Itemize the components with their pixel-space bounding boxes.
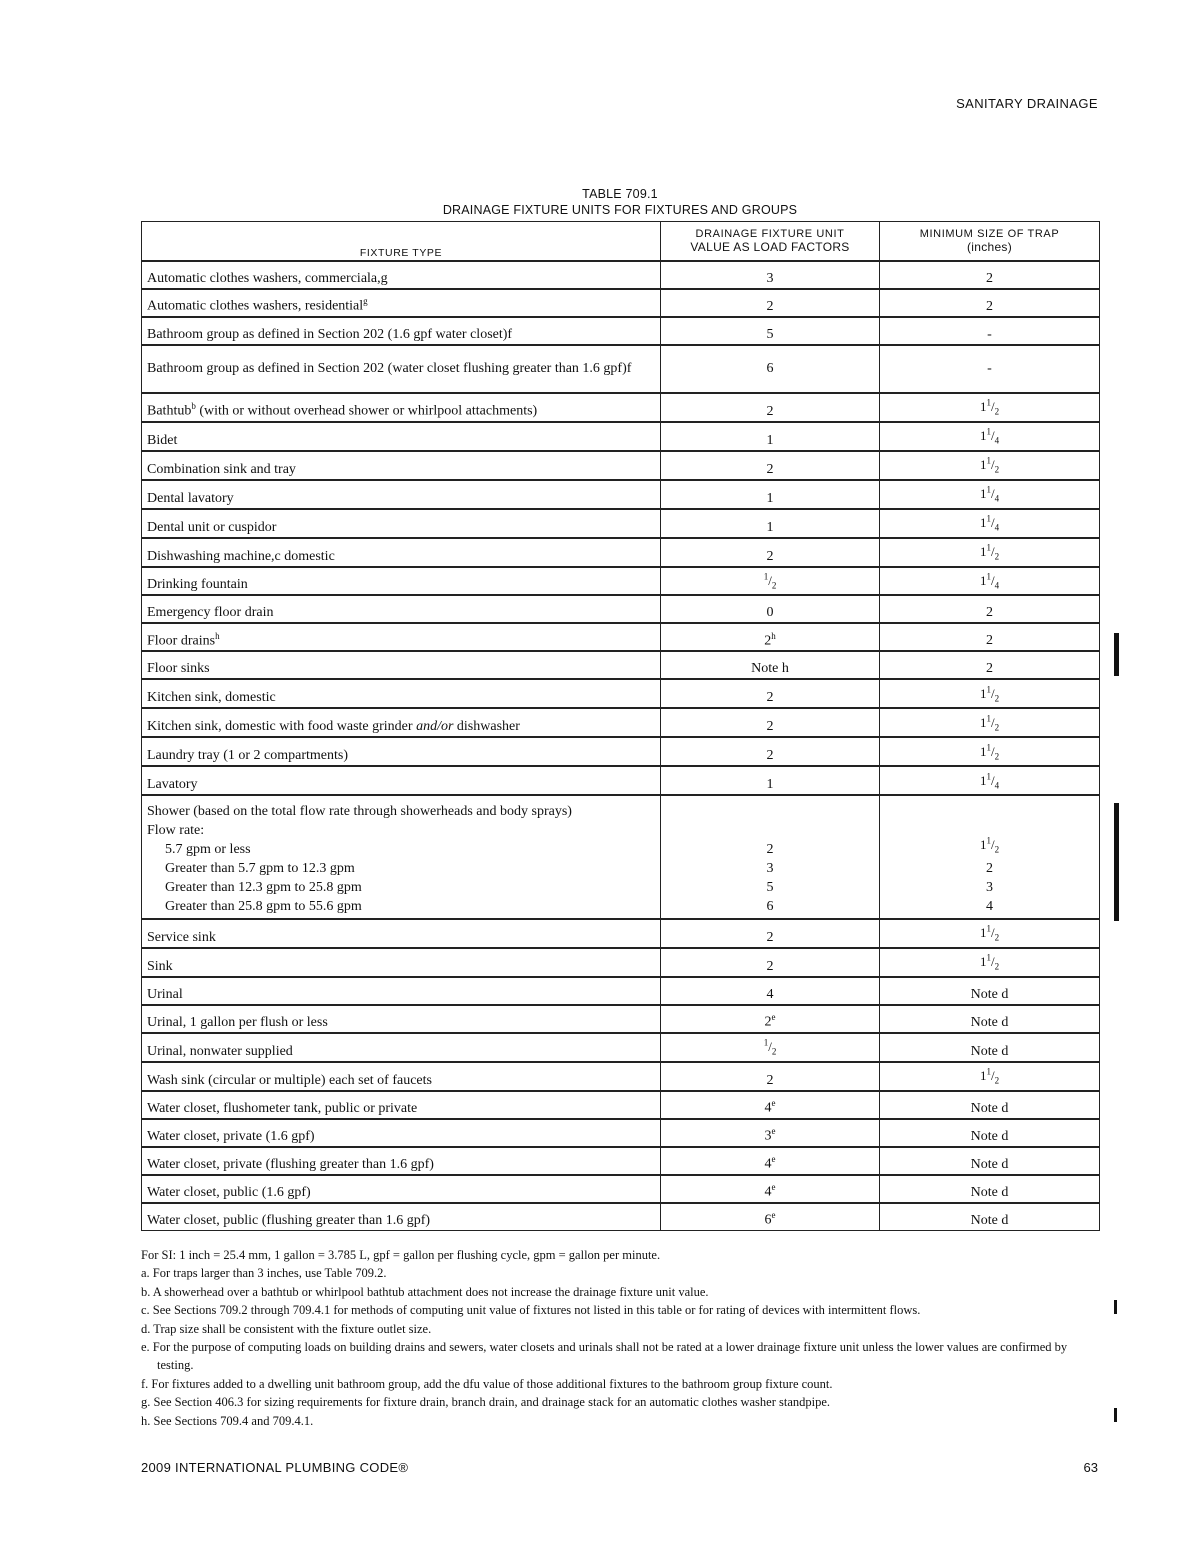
trap-size-cell (880, 737, 1100, 766)
trap-size-cell (880, 651, 1100, 679)
dfu-value-cell (661, 1005, 880, 1033)
fixture-name: Wash sink (circular or multiple) each set of faucets (147, 1072, 432, 1088)
dfu-value: 3 (766, 271, 774, 286)
dfu-value: 1 (766, 777, 774, 793)
table-row (142, 422, 1100, 451)
dfu-value-cell (661, 289, 880, 317)
fixture-name: Floor sinks (147, 661, 210, 677)
revision-bar (1114, 803, 1119, 921)
trap-size-cell (880, 795, 1100, 919)
trap-size-value: 2 (986, 605, 993, 621)
footer-publication: 2009 INTERNATIONAL PLUMBING CODE® (141, 1460, 409, 1475)
fixture-type-cell (142, 623, 661, 651)
footnote-si: For SI: 1 inch = 25.4 mm, 1 gallon = 3.785 L, gpf = gallon per flushing cycle, gpm = gallon per minute. (141, 1248, 661, 1262)
dfu-value-cell (661, 977, 880, 1005)
trap-size-cell (880, 1203, 1100, 1231)
dfu-value-cell (661, 623, 880, 651)
fixture-type-cell (142, 451, 661, 480)
dfu-value: 2 (766, 1072, 774, 1088)
footnote-ref: e (771, 1154, 776, 1165)
table-row (142, 708, 1100, 737)
dfu-value-cell (661, 1062, 880, 1091)
table-row (142, 737, 1100, 766)
trap-size-value: $1^1/_4$ (979, 771, 1000, 791)
dfu-value-cell (661, 919, 880, 948)
table-row (142, 1175, 1100, 1203)
trap-size-cell (880, 1005, 1100, 1033)
page-number: 63 (1083, 1460, 1098, 1475)
dfu-value-cell (661, 345, 880, 393)
fixture-type-cell (142, 766, 661, 795)
trap-size-cell (880, 261, 1100, 289)
trap-size-value: $1^1/_2$ (979, 713, 1000, 733)
fixture-name: Emergency floor drain (147, 605, 274, 621)
flow-rate-dfu (666, 859, 874, 878)
table-row (142, 1091, 1100, 1119)
running-header: SANITARY DRAINAGE (956, 96, 1098, 111)
footnote-ref: e (771, 1126, 776, 1137)
shower-label: Shower (based on the total flow rate through showerheads and body sprays) (147, 804, 572, 820)
fixture-name: Drinking fountain (147, 577, 248, 593)
table-number: TABLE 709.1 (582, 187, 658, 201)
table-row (142, 679, 1100, 708)
fixture-name-rest: dishwasher (453, 719, 520, 735)
dfu-value-cell (661, 795, 880, 919)
trap-size-value: $1^1/_4$ (979, 426, 1000, 446)
dfu-value-cell (661, 1147, 880, 1175)
trap-size-value: Note d (970, 986, 1009, 1002)
table-row (142, 261, 1100, 289)
footnote-list (141, 1264, 1101, 1430)
fixture-name: Bathroom group as defined in Section 202 (1.6 gpf water closet)f (147, 327, 513, 342)
trap-size-value: $1^1/_4$ (979, 513, 1000, 533)
table-row (142, 651, 1100, 679)
trap-size-value: 3 (986, 880, 993, 896)
dfu-value: 4 (764, 1156, 772, 1172)
table-row (142, 289, 1100, 317)
dfu-value-cell (661, 1091, 880, 1119)
dfu-value-cell (661, 948, 880, 977)
flow-rate-trap (885, 831, 1094, 859)
trap-size-value: Note d (970, 1128, 1009, 1144)
dfu-value: 2 (766, 748, 774, 764)
trap-size-cell (880, 567, 1100, 596)
flow-rate-label: Flow rate: (147, 823, 205, 839)
fixture-type-cell (142, 1091, 661, 1119)
dfu-value: 3 (766, 861, 774, 877)
fixture-type-cell (142, 977, 661, 1005)
table-title: DRAINAGE FIXTURE UNITS FOR FIXTURES AND GROUPS (442, 203, 798, 217)
footnote-item: d. Trap size shall be consistent with the fixture outlet size. (141, 1321, 432, 1336)
trap-size-cell (880, 345, 1100, 393)
dfu-value-cell (661, 1175, 880, 1203)
trap-size-value: 4 (986, 899, 993, 915)
footnote-ref: e (771, 1182, 776, 1193)
dfu-value-cell (661, 737, 880, 766)
fixture-name: Bidet (147, 432, 178, 448)
fixture-name: Lavatory (147, 777, 198, 793)
table-row (142, 595, 1100, 623)
dfu-value-cell (661, 1033, 880, 1062)
dfu-value: $^1/_2$ (763, 571, 777, 591)
fixture-type-cell (142, 317, 661, 345)
fixture-type-cell (142, 1005, 661, 1033)
table-row (142, 977, 1100, 1005)
trap-size-cell (880, 509, 1100, 538)
dfu-value-cell (661, 567, 880, 596)
table-row-shower (142, 795, 1100, 919)
table-row (142, 567, 1100, 596)
table-row (142, 538, 1100, 567)
trap-size-cell (880, 623, 1100, 651)
dfu-value-cell (661, 451, 880, 480)
flow-rate-dfu (666, 840, 874, 859)
trap-size-cell (880, 766, 1100, 795)
table-row (142, 623, 1100, 651)
fixture-type-cell (142, 679, 661, 708)
trap-size-cell (880, 451, 1100, 480)
dfu-value-cell (661, 261, 880, 289)
drainage-fixture-units-table (141, 221, 1100, 1231)
dfu-value: $^1/_2$ (763, 1037, 777, 1057)
table-footnotes (141, 1246, 1101, 1430)
dfu-value: 1 (766, 490, 774, 506)
table-row (142, 1147, 1100, 1175)
trap-size-value: Note d (970, 1100, 1009, 1116)
table-row (142, 393, 1100, 422)
table-header-row (142, 222, 1100, 262)
fixture-name: Laundry tray (1 or 2 compartments) (147, 748, 348, 764)
dfu-value: 2 (764, 633, 772, 649)
fixture-type-cell (142, 393, 661, 422)
table-row (142, 345, 1100, 393)
dfu-value: Note h (751, 661, 789, 677)
dfu-value-cell (661, 393, 880, 422)
footnote-item: g. See Section 406.3 for sizing requirements for fixture drain, branch drain, and drainage stack for an automatic clothes washer standpipe. (141, 1395, 831, 1410)
trap-size-value: - (987, 361, 992, 376)
fixture-name: Service sink (147, 930, 216, 946)
trap-size-value: 2 (986, 633, 993, 649)
fixture-type-cell (142, 1062, 661, 1091)
dfu-value: 4 (766, 986, 774, 1002)
dfu-value: 2 (766, 690, 774, 706)
dfu-value: 1 (766, 432, 774, 448)
fixture-name: Urinal, nonwater supplied (147, 1043, 293, 1059)
fixture-type-cell (142, 1147, 661, 1175)
dfu-value-cell (661, 766, 880, 795)
revision-bar (1114, 1300, 1117, 1314)
footnote-item: e. For the purpose of computing loads on building drains and sewers, water closets and urinals shall not be rated at a lower drainage fixture unit unless the lower values are confirmed by testing. (141, 1340, 1068, 1373)
flow-rate-trap (885, 878, 1094, 897)
flow-rate-item: Greater than 5.7 gpm to 12.3 gpm (165, 861, 355, 877)
table-row (142, 948, 1100, 977)
footnote-item: h. See Sections 709.4 and 709.4.1. (141, 1413, 314, 1428)
fixture-name: Water closet, public (1.6 gpf) (147, 1184, 311, 1200)
trap-size-cell (880, 595, 1100, 623)
table-row (142, 1119, 1100, 1147)
trap-size-cell (880, 393, 1100, 422)
fixture-type-cell (142, 737, 661, 766)
dfu-value-cell (661, 595, 880, 623)
dfu-value-cell (661, 538, 880, 567)
dfu-value: 1 (766, 519, 774, 535)
dfu-value: 3 (764, 1128, 772, 1144)
trap-size-value: $1^1/_2$ (979, 742, 1000, 762)
fixture-name: Automatic clothes washers, residential (147, 299, 364, 314)
header-dfu-line2: VALUE AS LOAD FACTORS (690, 240, 850, 254)
trap-size-cell (880, 919, 1100, 948)
dfu-value-cell (661, 1203, 880, 1231)
dfu-value-cell (661, 651, 880, 679)
dfu-value: 2 (766, 461, 774, 477)
fixture-type-cell (142, 1175, 661, 1203)
header-trap-line1: MINIMUM SIZE OF TRAP (919, 228, 1060, 240)
footnote-ref: h (771, 630, 776, 641)
fixture-name: Bathroom group as defined in Section 202 (water closet flushing greater than 1.6 gpf)f (147, 361, 632, 376)
dfu-value: 6 (766, 361, 774, 376)
trap-size-value: $1^1/_4$ (979, 484, 1000, 504)
dfu-value-cell (661, 317, 880, 345)
trap-size-value: $1^1/_2$ (979, 542, 1000, 562)
fixture-type-cell (142, 261, 661, 289)
footnote-ref: h (215, 630, 220, 641)
fixture-type-cell (142, 509, 661, 538)
dfu-value-cell (661, 480, 880, 509)
trap-size-cell (880, 1062, 1100, 1091)
dfu-value-cell (661, 1119, 880, 1147)
fixture-type-cell (142, 795, 661, 919)
table-row (142, 766, 1100, 795)
dfu-value-cell (661, 422, 880, 451)
fixture-name: Urinal (147, 986, 183, 1002)
fixture-name: Urinal, 1 gallon per flush or less (147, 1014, 328, 1030)
dfu-value: 2 (766, 958, 774, 974)
trap-size-cell (880, 1119, 1100, 1147)
trap-size-cell (880, 948, 1100, 977)
trap-size-value: $1^1/_2$ (979, 924, 1000, 944)
fixture-type-cell (142, 1033, 661, 1062)
dfu-value-cell (661, 708, 880, 737)
fixture-name: Kitchen sink, domestic with food waste grinder (147, 719, 417, 735)
fixture-name: Bathtub (147, 403, 192, 419)
dfu-value: 2 (766, 719, 774, 735)
trap-size-value: Note d (970, 1014, 1009, 1030)
dfu-value: 5 (766, 880, 774, 896)
fixture-emphasis: and/or (416, 719, 454, 735)
header-trap-line2: (inches) (966, 240, 1013, 254)
trap-size-value: $1^1/_2$ (979, 684, 1000, 704)
table-caption (141, 186, 1099, 218)
trap-size-cell (880, 1033, 1100, 1062)
table-row (142, 451, 1100, 480)
dfu-value: 2 (766, 930, 774, 946)
table-row (142, 317, 1100, 345)
header-dfu-line1: DRAINAGE FIXTURE UNIT (695, 228, 845, 240)
fixture-type-cell (142, 651, 661, 679)
footnote-ref: b (191, 401, 196, 412)
dfu-value: 2 (766, 403, 774, 419)
trap-size-cell (880, 480, 1100, 509)
fixture-type-cell (142, 919, 661, 948)
fixture-type-cell (142, 1119, 661, 1147)
dfu-value-cell (661, 509, 880, 538)
trap-size-value: 2 (986, 299, 993, 314)
trap-size-cell (880, 1091, 1100, 1119)
fixture-name: Water closet, flushometer tank, public or private (147, 1100, 418, 1116)
dfu-value: 2 (766, 842, 774, 858)
fixture-name: Automatic clothes washers, commercialа,g (147, 271, 388, 286)
trap-size-cell (880, 1147, 1100, 1175)
fixture-type-cell (142, 345, 661, 393)
fixture-type-cell (142, 595, 661, 623)
fixture-name-rest: (with or without overhead shower or whirlpool attachments) (195, 403, 538, 419)
dfu-value: 2 (766, 548, 774, 564)
fixture-name: Water closet, private (flushing greater than 1.6 gpf) (147, 1156, 434, 1172)
trap-size-cell (880, 422, 1100, 451)
flow-rate-trap (885, 859, 1094, 878)
fixture-name: Combination sink and tray (147, 461, 296, 477)
trap-size-value: $1^1/_2$ (979, 455, 1000, 475)
dfu-value: 6 (764, 1212, 772, 1228)
flow-rate-dfu (666, 897, 874, 916)
footnote-item: a. For traps larger than 3 inches, use Table 709.2. (141, 1266, 387, 1281)
table-row (142, 1062, 1100, 1091)
trap-size-cell (880, 977, 1100, 1005)
footnote-ref: g (363, 296, 368, 307)
table-row (142, 1203, 1100, 1231)
trap-size-value: - (987, 327, 992, 342)
fixture-type-cell (142, 948, 661, 977)
fixture-name: Water closet, private (1.6 gpf) (147, 1128, 315, 1144)
trap-size-value: $1^1/_2$ (979, 835, 1000, 855)
trap-size-cell (880, 317, 1100, 345)
dfu-value: 2 (766, 299, 774, 314)
fixture-name: Dishwashing machine,c domestic (147, 548, 335, 564)
header-trap-size (880, 222, 1100, 262)
footnote-ref: e (771, 1210, 776, 1221)
trap-size-cell (880, 289, 1100, 317)
flow-rate-dfu (666, 878, 874, 897)
flow-rate-item: Greater than 25.8 gpm to 55.6 gpm (165, 899, 362, 915)
footnote-ref: e (771, 1012, 776, 1023)
fixture-name: Sink (147, 958, 173, 974)
table-row (142, 480, 1100, 509)
trap-size-value: Note d (970, 1043, 1009, 1059)
revision-bar (1114, 1408, 1117, 1422)
trap-size-value: $1^1/_2$ (979, 953, 1000, 972)
header-dfu-value (661, 222, 880, 262)
flow-rate-item: Greater than 12.3 gpm to 25.8 gpm (165, 880, 362, 896)
table-row (142, 509, 1100, 538)
trap-size-value: $1^1/_2$ (979, 1066, 1000, 1086)
table-row (142, 919, 1100, 948)
trap-size-value: 2 (986, 271, 993, 286)
trap-size-cell (880, 679, 1100, 708)
dfu-value: 0 (766, 605, 774, 621)
trap-size-cell (880, 708, 1100, 737)
fixture-name: Dental lavatory (147, 490, 234, 506)
dfu-value: 5 (766, 327, 774, 342)
dfu-value: 4 (764, 1100, 772, 1116)
fixture-type-cell (142, 480, 661, 509)
dfu-value: 2 (764, 1014, 772, 1030)
revision-bar (1114, 633, 1119, 676)
footnote-item: f. For fixtures added to a dwelling unit bathroom group, add the dfu value of those additional fixtures to the bathroom group fixture count. (141, 1376, 833, 1391)
footnote-item: b. A showerhead over a bathtub or whirlpool bathtub attachment does not increase the drainage fixture unit value. (141, 1284, 709, 1299)
fixture-name: Kitchen sink, domestic (147, 690, 276, 706)
trap-size-value: $1^1/_2$ (979, 398, 1000, 417)
flow-rate-item: 5.7 gpm or less (165, 842, 251, 858)
fixture-type-cell (142, 1203, 661, 1231)
fixture-type-cell (142, 289, 661, 317)
trap-size-cell (880, 538, 1100, 567)
trap-size-value: Note d (970, 1184, 1009, 1200)
fixture-type-cell (142, 567, 661, 596)
fixture-name: Water closet, public (flushing greater than 1.6 gpf) (147, 1212, 431, 1228)
flow-rate-trap (885, 897, 1094, 916)
fixture-type-cell (142, 422, 661, 451)
trap-size-value: Note d (970, 1156, 1009, 1172)
trap-size-value: $1^1/_4$ (979, 571, 1000, 591)
header-fixture-type (142, 222, 661, 262)
table-row (142, 1033, 1100, 1062)
table-row (142, 1005, 1100, 1033)
fixture-name: Dental unit or cuspidor (147, 519, 277, 535)
dfu-value: 6 (766, 899, 774, 915)
trap-size-value: Note d (970, 1212, 1009, 1228)
header-fixture-type-text: FIXTURE TYPE (359, 247, 443, 259)
trap-size-value: 2 (986, 661, 993, 677)
trap-size-value: 2 (986, 861, 993, 877)
fixture-type-cell (142, 708, 661, 737)
footnote-item: c. See Sections 709.2 through 709.4.1 for methods of computing unit value of fixtures not listed in this table or for rating of devices with intermittent flows. (141, 1303, 921, 1318)
trap-size-cell (880, 1175, 1100, 1203)
fixture-name: Floor drains (147, 633, 216, 649)
dfu-value: 4 (764, 1184, 772, 1200)
footnote-ref: e (771, 1098, 776, 1109)
fixture-type-cell (142, 538, 661, 567)
dfu-value-cell (661, 679, 880, 708)
